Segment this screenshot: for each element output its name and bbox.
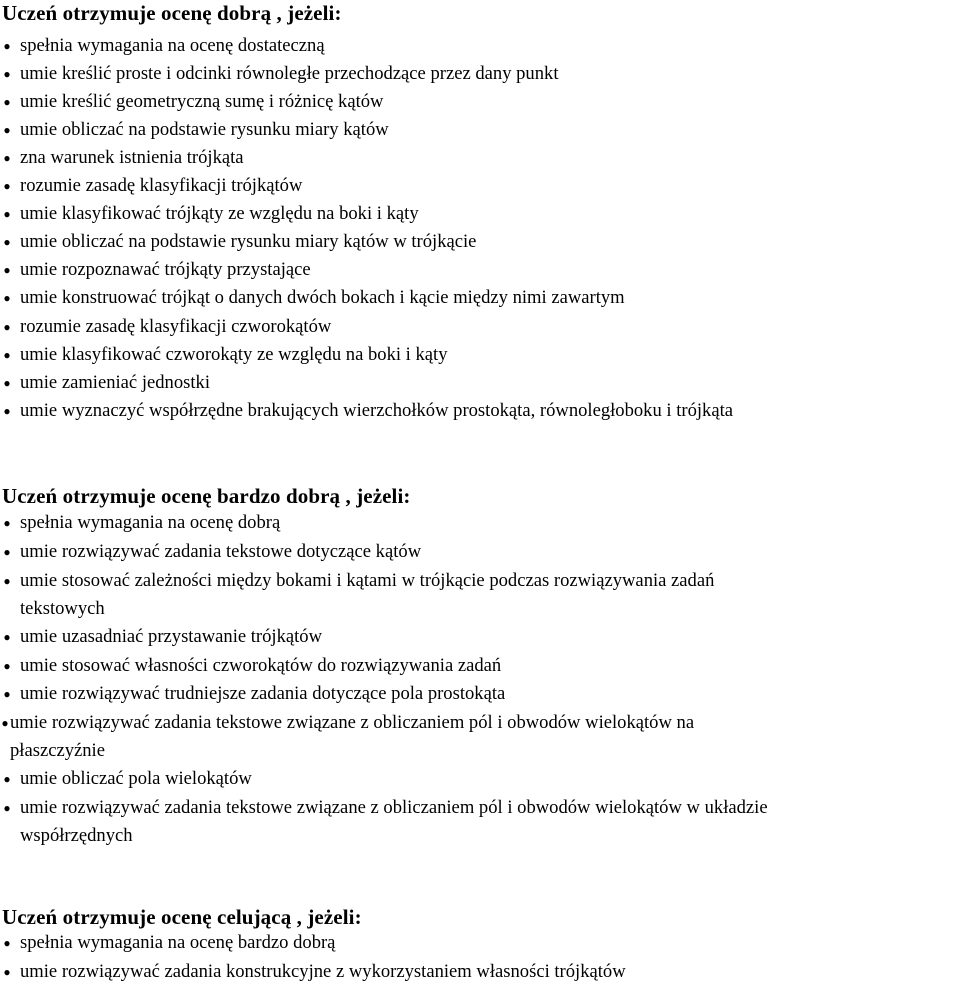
- list-item-text: umie wyznaczyć współrzędne brakujących wierzchołków prostokąta, równoległoboku i trójkąta: [20, 400, 734, 421]
- bullet-icon: ●: [3, 376, 11, 390]
- list-item-text: umie uzasadniać przystawanie trójkątów: [20, 626, 323, 647]
- list-item: [3, 144, 244, 172]
- bullet-icon: ●: [3, 235, 11, 249]
- list-item-text: umie konstruować trójkąt o danych dwóch bokach i kącie między nimi zawartym: [20, 287, 625, 308]
- list-item: [3, 567, 715, 595]
- list-item-text: rozumie zasadę klasyfikacji czworokątów: [20, 316, 332, 337]
- list-item: [3, 200, 419, 228]
- list-item-continuation: płaszczyźnie: [10, 740, 105, 761]
- list-item-text: spełnia wymagania na ocenę dostateczną: [20, 35, 325, 56]
- bullet-icon: ●: [3, 936, 11, 950]
- list-item: [3, 284, 625, 312]
- list-item: [3, 680, 506, 708]
- bullet-icon: ●: [3, 516, 11, 530]
- list-item: [3, 60, 559, 88]
- list-item: [3, 172, 303, 200]
- list-item-text: umie rozwiązywać zadania tekstowe dotyczące kątów: [20, 541, 422, 562]
- list-item: [1, 709, 695, 737]
- bullet-icon: ●: [3, 320, 11, 334]
- list-item-text: umie kreślić proste i odcinki równoległe przechodzące przez dany punkt: [20, 63, 559, 84]
- list-item-text: umie rozwiązywać trudniejsze zadania dotyczące pola prostokąta: [20, 683, 506, 704]
- bullet-icon: ●: [3, 207, 11, 221]
- bullet-icon: ●: [3, 687, 11, 701]
- list-item-text: umie obliczać na podstawie rysunku miary kątów w trójkącie: [20, 231, 477, 252]
- list-item: [3, 116, 389, 144]
- list-item-text: umie zamieniać jednostki: [20, 372, 211, 393]
- list-item: [3, 652, 502, 680]
- list-item: [3, 397, 734, 425]
- list-item-text: umie kreślić geometryczną sumę i różnicę kątów: [20, 91, 384, 112]
- list-item-continuation: tekstowych: [20, 598, 105, 619]
- bullet-icon: ●: [3, 67, 11, 81]
- list-item: [3, 929, 336, 957]
- bullet-icon: ●: [3, 659, 11, 673]
- section-heading-very-good: Uczeń otrzymuje ocenę bardzo dobrą , jeżeli:: [2, 484, 411, 508]
- list-item-text: umie rozpoznawać trójkąty przystające: [20, 259, 311, 280]
- list-item: [3, 256, 311, 284]
- bullet-icon: ●: [3, 95, 11, 109]
- bullet-icon: ●: [3, 772, 11, 786]
- list-item: [3, 341, 448, 369]
- list-item-text: zna warunek istnienia trójkąta: [20, 147, 244, 168]
- bullet-icon: ●: [3, 545, 11, 559]
- section-heading-excellent: Uczeń otrzymuje ocenę celującą , jeżeli:: [2, 905, 362, 929]
- section-heading-good: Uczeń otrzymuje ocenę dobrą , jeżeli:: [2, 1, 342, 25]
- list-item-text: umie rozwiązywać zadania tekstowe związane z obliczaniem pól i obwodów wielokątów w układzie: [20, 797, 768, 818]
- list-item-text: rozumie zasadę klasyfikacji trójkątów: [20, 175, 303, 196]
- list-item-text: umie obliczać na podstawie rysunku miary kątów: [20, 119, 389, 140]
- list-item: [3, 88, 384, 116]
- list-item-text: umie rozwiązywać zadania konstrukcyjne z wykorzystaniem własności trójkątów: [20, 961, 626, 982]
- bullet-icon: ●: [3, 291, 11, 305]
- list-item: [3, 32, 325, 60]
- list-item-text: umie klasyfikować czworokąty ze względu na boki i kąty: [20, 344, 448, 365]
- list-item: [3, 313, 332, 341]
- list-item: [3, 228, 477, 256]
- list-item-text: umie obliczać pola wielokątów: [20, 768, 252, 789]
- list-item: [3, 794, 768, 822]
- bullet-icon: ●: [3, 39, 11, 53]
- list-item: [3, 509, 281, 537]
- bullet-icon: ●: [3, 348, 11, 362]
- bullet-icon: ●: [3, 151, 11, 165]
- list-item: [3, 538, 422, 566]
- list-item-continuation: współrzędnych: [20, 825, 133, 846]
- list-item-text: umie stosować zależności między bokami i kątami w trójkącie podczas rozwiązywania zadań: [20, 570, 715, 591]
- list-item-text: spełnia wymagania na ocenę dobrą: [20, 512, 281, 533]
- bullet-icon: ●: [3, 179, 11, 193]
- bullet-icon: ●: [3, 801, 11, 815]
- bullet-icon: ●: [1, 716, 9, 730]
- list-item: [3, 765, 252, 793]
- bullet-icon: ●: [3, 965, 11, 979]
- list-item: [3, 958, 626, 986]
- list-item-text: umie rozwiązywać zadania tekstowe związane z obliczaniem pól i obwodów wielokątów na: [10, 712, 695, 733]
- list-item-text: spełnia wymagania na ocenę bardzo dobrą: [20, 932, 336, 953]
- list-item-text: umie klasyfikować trójkąty ze względu na boki i kąty: [20, 203, 419, 224]
- bullet-icon: ●: [3, 574, 11, 588]
- bullet-icon: ●: [3, 404, 11, 418]
- bullet-icon: ●: [3, 263, 11, 277]
- list-item: [3, 369, 211, 397]
- list-item-text: umie stosować własności czworokątów do rozwiązywania zadań: [20, 655, 502, 676]
- list-item: [3, 623, 323, 651]
- bullet-icon: ●: [3, 123, 11, 137]
- bullet-icon: ●: [3, 630, 11, 644]
